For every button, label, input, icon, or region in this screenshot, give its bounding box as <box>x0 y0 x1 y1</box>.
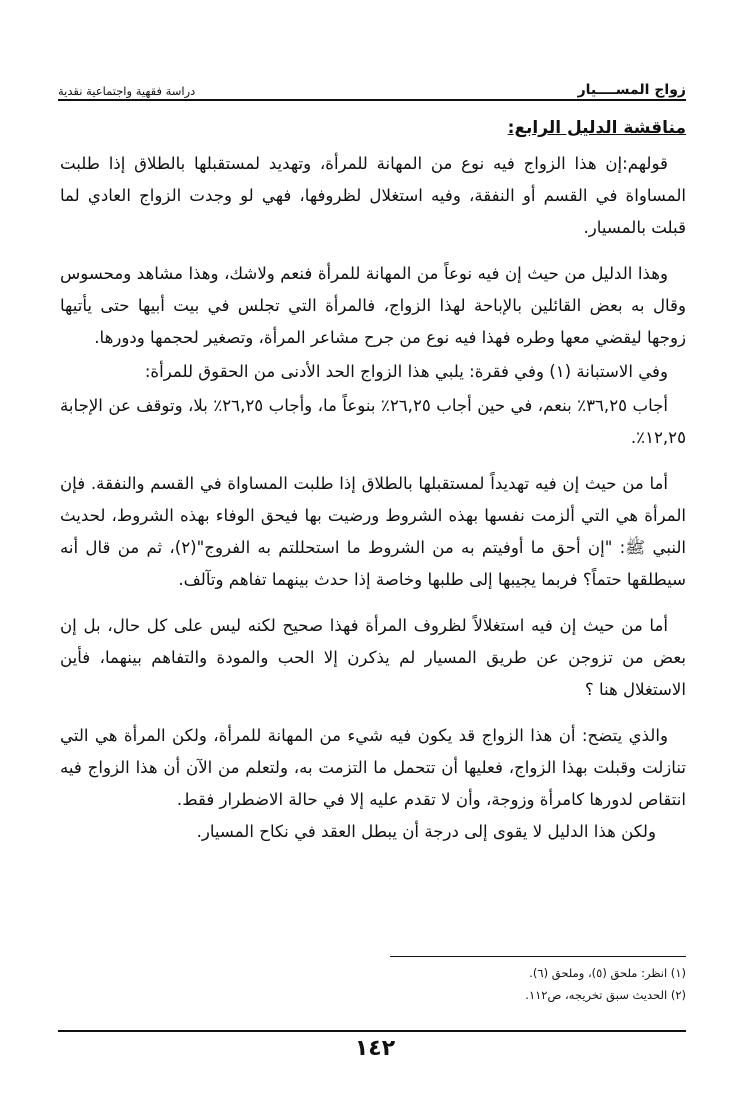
paragraph: وهذا الدليل من حيث إن فيه نوعاً من المهانة للمرأة فنعم ولاشك، وهذا مشاهد ومحسوس وقال به بعض القائلين بالإباحة لهذا الزواج، فالمرأة التي تجلس في بيت أبيها حتى يأتيها زوجها ليقضي معها وطره فهذا فيه نوع من جرح مشاعر المرأة، وتصغير لحجمها ودورها. <box>60 264 686 347</box>
book-subtitle: دراسة فقهية واجتماعية نقدية <box>58 84 196 98</box>
paragraph: ولكن هذا الدليل لا يقوى إلى درجة أن يبطل العقد في نكاح المسيار. <box>196 822 656 841</box>
footnote: (٢) الحديث سبق تخريجه، ص١١٢. <box>525 988 686 1002</box>
footer-rule <box>58 1030 686 1032</box>
book-title: زواج المســــيار <box>577 82 686 98</box>
section-title: مناقشة الدليل الرابع: <box>507 118 686 138</box>
page-number: ١٤٢ <box>354 1036 396 1061</box>
paragraph: قولهم:إن هذا الزواج فيه نوع من المهانة للمرأة، وتهديد لمستقبلها بالطلاق إذا طلبت المساواة في القسم أو النفقة، وفيه استغلال لظروفها، فهي لو وجدت الزواج العادي لما قبلت بالمسيار. <box>60 154 686 237</box>
paragraph: أما من حيث إن فيه تهديداً لمستقبلها بالطلاق إذا طلبت المساواة في القسم والنفقة. فإن المرأة هي التي ألزمت نفسها بهذه الشروط ورضيت بها فيحق الوفاء بهذه الشروط، لحديث النبي ﷺ: "إن أحق ما أوفيتم به من الشروط ما استحللتم به الفروج"(٢)، ثم من قال أنه سيطلقها حتماً؟ فربما يجيبها إلى طلبها وخاصة إذا حدث بينهما تفاهم وتآلف. <box>60 474 686 589</box>
footnotes <box>300 962 686 1006</box>
page-body <box>60 112 686 848</box>
footnote-rule <box>390 956 686 957</box>
paragraph: والذي يتضح: أن هذا الزواج قد يكون فيه شيء من المهانة للمرأة، ولكن المرأة هي التي تنازلت وقبلت بهذا الزواج، فعليها أن تتحمل ما التزمت به، ولتعلم من الآن أن هذا الزواج فيه انتقاص لدورها كامرأة وزوجة، وأن لا تقدم عليه إلا في حالة الاضطرار فقط. <box>60 726 686 809</box>
paragraph: وفي الاستبانة (١) وفي فقرة: يلبي هذا الزواج الحد الأدنى من الحقوق للمرأة: <box>144 362 668 381</box>
running-header <box>58 72 686 98</box>
header-rule <box>58 99 686 101</box>
paragraph: أجاب ٣٦,٢٥٪ بنعم، في حين أجاب ٢٦,٢٥٪ بنوعاً ما، وأجاب ٢٦,٢٥٪ بلا، وتوقف عن الإجابة ١٢,٢٥٪. <box>60 396 686 447</box>
footnote: (١) انظر: ملحق (٥)، وملحق (٦). <box>529 966 686 980</box>
paragraph: أما من حيث إن فيه استغلالاً لظروف المرأة فهذا صحيح لكنه ليس على كل حال، بل إن بعض من تزوجن عن طريق المسيار لم يذكرن إلا الحب والمودة والتفاهم بينهما، فأين الاستغلال هنا ؟ <box>60 616 686 699</box>
